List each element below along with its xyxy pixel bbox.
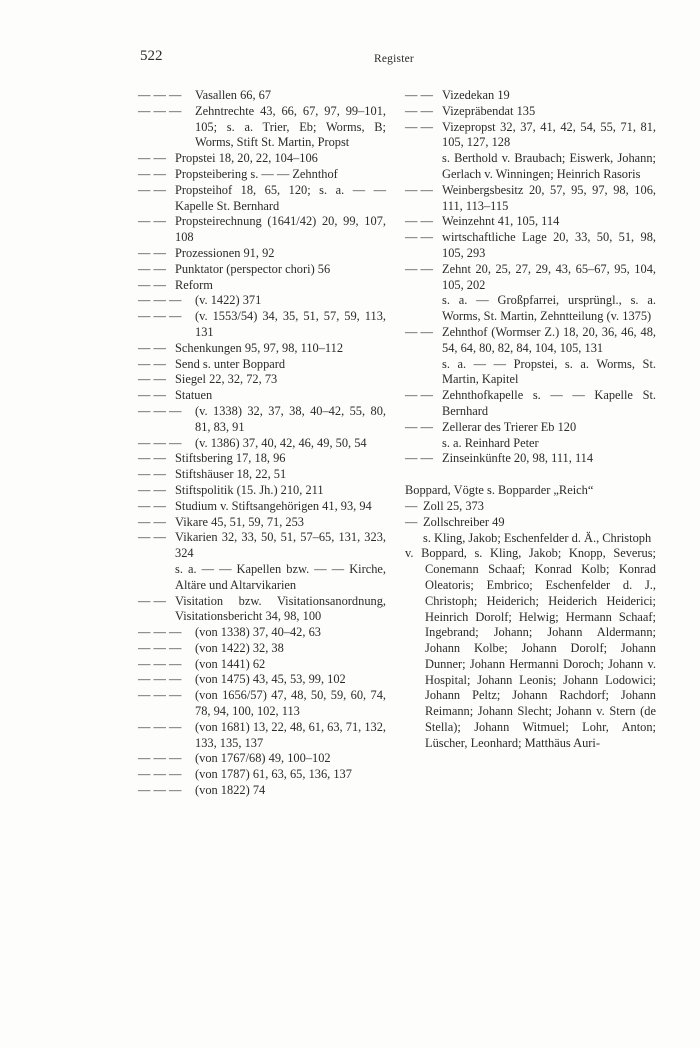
entry-body bbox=[442, 88, 656, 104]
index-entry bbox=[138, 388, 386, 404]
index-entry bbox=[405, 483, 656, 499]
entry-body bbox=[442, 420, 656, 452]
index-entry bbox=[405, 388, 656, 420]
entry-body bbox=[442, 325, 656, 388]
entry-dash: — — bbox=[138, 372, 166, 387]
entry-body bbox=[175, 262, 386, 278]
index-entry bbox=[138, 214, 386, 246]
entry-text: Propstei 18, 20, 22, 104–106 bbox=[175, 151, 318, 166]
entry-text: (von 1338) 37, 40–42, 63 bbox=[195, 625, 321, 640]
entry-text: Zehnthofkapelle s. — — Kapelle St. Bernhard bbox=[442, 388, 656, 418]
index-entry bbox=[138, 625, 386, 641]
entry-body bbox=[423, 515, 656, 547]
index-entry bbox=[138, 183, 386, 215]
index-entry bbox=[405, 214, 656, 230]
entry-dash: — — — bbox=[138, 435, 182, 450]
entry-text: (von 1656/57) 47, 48, 50, 59, 60, 74, 78, 94, 100, 102, 113 bbox=[195, 688, 386, 719]
entry-body bbox=[195, 104, 386, 151]
page-number: 522 bbox=[140, 48, 163, 64]
entry-body bbox=[175, 388, 386, 404]
entry-body bbox=[195, 404, 386, 436]
index-entry bbox=[138, 530, 386, 593]
entry-dash: — — bbox=[405, 119, 433, 134]
entry-text: (von 1822) 74 bbox=[195, 783, 266, 798]
entry-dash: — — bbox=[405, 419, 433, 434]
index-entry bbox=[138, 720, 386, 752]
entry-text: Punktator (perspector chori) 56 bbox=[175, 261, 331, 276]
entry-text: Send s. unter Boppard bbox=[175, 356, 286, 371]
entry-body bbox=[195, 767, 386, 783]
entry-text: Zehnthof (Wormser Z.) 18, 20, 36, 46, 48, 54, 64, 80, 82, 84, 104, 105, 131 bbox=[442, 324, 656, 355]
entry-body bbox=[442, 262, 656, 325]
entry-body bbox=[442, 120, 656, 183]
entry-body bbox=[175, 278, 386, 294]
entry-text: Propsteirechnung (1641/42) 20, 99, 107, 108 bbox=[175, 214, 386, 245]
entry-body bbox=[442, 214, 656, 230]
index-entry bbox=[138, 88, 386, 104]
entry-note: s. Kling, Jakob; Eschenfelder d. Ä., Christoph bbox=[423, 530, 652, 545]
entry-text: Siegel 22, 32, 72, 73 bbox=[175, 372, 278, 387]
index-entry bbox=[405, 546, 656, 751]
entry-text: Zehntrechte 43, 66, 67, 97, 99–101, 105; s. a. Trier, Eb; Worms, B; Worms, Stift St. Martin, Propst bbox=[195, 103, 386, 150]
index-entry bbox=[405, 451, 656, 467]
entry-dash: — — — bbox=[138, 751, 182, 766]
entry-dash: — — bbox=[138, 482, 166, 497]
entry-dash: — — — bbox=[138, 403, 182, 418]
entry-body bbox=[442, 104, 656, 120]
entry-dash: — — bbox=[138, 261, 166, 276]
index-entry bbox=[405, 325, 656, 388]
entry-text: Weinbergsbesitz 20, 57, 95, 97, 98, 106, 111, 113–115 bbox=[442, 182, 656, 213]
entry-text: Zinseinkünfte 20, 98, 111, 114 bbox=[442, 451, 594, 466]
entry-text: Studium v. Stiftsangehörigen 41, 93, 94 bbox=[175, 498, 372, 513]
index-entry bbox=[405, 88, 656, 104]
index-entry bbox=[405, 420, 656, 452]
entry-dash: — — bbox=[138, 356, 166, 371]
entry-text: Stiftshäuser 18, 22, 51 bbox=[175, 467, 287, 482]
entry-text: (v. 1422) 371 bbox=[195, 293, 262, 308]
index-entry bbox=[138, 167, 386, 183]
entry-body bbox=[175, 246, 386, 262]
entry-dash: — — — bbox=[138, 783, 182, 798]
entry-text: wirtschaftliche Lage 20, 33, 50, 51, 98, 105, 293 bbox=[442, 230, 656, 260]
entry-text: Vizepropst 32, 37, 41, 42, 54, 55, 71, 81, 105, 127, 128 bbox=[442, 119, 656, 150]
entry-dash: — — — bbox=[138, 640, 182, 655]
index-entry bbox=[405, 515, 656, 547]
entry-dash: — — — bbox=[138, 293, 182, 308]
entry-body bbox=[175, 151, 386, 167]
entry-dash: — — bbox=[138, 451, 166, 466]
entry-dash: — — bbox=[405, 182, 433, 197]
index-entry bbox=[138, 672, 386, 688]
entry-dash: — — bbox=[405, 103, 433, 118]
entry-body bbox=[175, 499, 386, 515]
index-entry bbox=[138, 594, 386, 626]
entry-dash: — — — bbox=[138, 103, 182, 118]
index-entry bbox=[405, 262, 656, 325]
entry-dash: — — bbox=[405, 230, 433, 245]
entry-text: Statuen bbox=[175, 388, 213, 403]
entry-text: Vasallen 66, 67 bbox=[195, 88, 272, 102]
entry-dash: — — — bbox=[138, 688, 182, 703]
index-entry bbox=[138, 151, 386, 167]
entry-text: Stiftspolitik (15. Jh.) 210, 211 bbox=[175, 482, 324, 497]
entry-dash: — — bbox=[138, 182, 166, 197]
entry-dash: — — bbox=[138, 166, 166, 181]
entry-body bbox=[175, 214, 386, 246]
entry-note: s. a. Reinhard Peter bbox=[442, 435, 539, 450]
entry-body bbox=[175, 483, 386, 499]
entry-body bbox=[423, 499, 656, 515]
entry-dash: — — bbox=[138, 593, 166, 608]
entry-dash: — — bbox=[405, 451, 433, 466]
entry-dash: — — bbox=[138, 245, 166, 260]
entry-text: (v. 1553/54) 34, 35, 51, 57, 59, 113, 131 bbox=[195, 309, 386, 339]
index-entry bbox=[138, 515, 386, 531]
index-entry bbox=[138, 688, 386, 720]
index-entry bbox=[405, 104, 656, 120]
index-entry bbox=[138, 104, 386, 151]
entry-body bbox=[442, 183, 656, 215]
entry-text: (v. 1338) 32, 37, 38, 40–42, 55, 80, 81, 83, 91 bbox=[195, 403, 386, 434]
entry-body bbox=[175, 515, 386, 531]
index-entry bbox=[405, 499, 656, 515]
entry-dash: — — bbox=[405, 388, 433, 403]
entry-dash: — — — bbox=[138, 625, 182, 640]
entry-text: Zehnt 20, 25, 27, 29, 43, 65–67, 95, 104, 105, 202 bbox=[442, 261, 656, 292]
index-entry bbox=[138, 246, 386, 262]
index-entry bbox=[405, 183, 656, 215]
right-column bbox=[405, 88, 656, 752]
entry-dash: — — bbox=[138, 340, 166, 355]
entry-body bbox=[195, 657, 386, 673]
index-entry bbox=[138, 657, 386, 673]
index-entry bbox=[138, 262, 386, 278]
entry-text: Weinzehnt 41, 105, 114 bbox=[442, 214, 560, 229]
entry-body bbox=[175, 183, 386, 215]
entry-text: (von 1767/68) 49, 100–102 bbox=[195, 751, 331, 766]
index-entry bbox=[138, 357, 386, 373]
entry-dash: — bbox=[405, 514, 418, 529]
entry-dash: — — — bbox=[138, 672, 182, 687]
entry-body bbox=[195, 436, 386, 452]
entry-body bbox=[175, 372, 386, 388]
index-entry bbox=[138, 641, 386, 657]
index-entry bbox=[138, 483, 386, 499]
entry-dash: — — bbox=[138, 151, 166, 166]
entry-dash: — — bbox=[405, 261, 433, 276]
index-entry bbox=[138, 467, 386, 483]
entry-body bbox=[195, 783, 386, 799]
index-entry bbox=[138, 293, 386, 309]
index-entry bbox=[138, 341, 386, 357]
entry-body bbox=[175, 451, 386, 467]
entry-dash: — — — bbox=[138, 719, 182, 734]
entry-text: Stiftsbering 17, 18, 96 bbox=[175, 451, 286, 466]
entry-note: s. a. — — Kapellen bzw. — — Kirche, Altäre und Altarvikarien bbox=[175, 561, 386, 592]
entry-body bbox=[175, 167, 386, 183]
entry-text: Visitation bzw. Visitationsanordnung, Visitationsbericht 34, 98, 100 bbox=[175, 593, 386, 624]
entry-text: (von 1787) 61, 63, 65, 136, 137 bbox=[195, 767, 352, 782]
entry-dash: — — — bbox=[138, 656, 182, 671]
index-entry bbox=[138, 436, 386, 452]
entry-text: Prozessionen 91, 92 bbox=[175, 245, 275, 260]
entry-body bbox=[175, 594, 386, 626]
entry-dash: — — bbox=[138, 467, 166, 482]
entry-text: (von 1681) 13, 22, 48, 61, 63, 71, 132, 133, 135, 137 bbox=[195, 719, 387, 750]
entry-dash: — — bbox=[138, 388, 166, 403]
entry-text: Vikare 45, 51, 59, 71, 253 bbox=[175, 514, 304, 529]
entry-body bbox=[175, 467, 386, 483]
index-entry bbox=[138, 372, 386, 388]
entry-dash: — — bbox=[138, 277, 166, 292]
entry-dash: — — bbox=[405, 324, 433, 339]
entry-text: Vizedekan 19 bbox=[442, 88, 510, 102]
entry-body bbox=[195, 720, 386, 752]
index-entry bbox=[405, 230, 656, 262]
index-entry bbox=[405, 120, 656, 183]
entry-body bbox=[195, 751, 386, 767]
entry-note: s. a. — Großpfarrei, ursprüngl., s. a. Worms, St. Martin, Zehntteilung (v. 1375) bbox=[442, 293, 656, 324]
entry-text: Propsteibering s. — — Zehnthof bbox=[175, 166, 338, 181]
index-entry bbox=[138, 451, 386, 467]
entry-dash: — — bbox=[138, 530, 166, 545]
entry-body bbox=[195, 625, 386, 641]
index-entry bbox=[138, 404, 386, 436]
entry-body bbox=[195, 88, 386, 104]
entry-dash: — — bbox=[405, 88, 433, 102]
entry-note: s. a. — — Propstei, s. a. Worms, St. Martin, Kapitel bbox=[442, 356, 656, 387]
left-column bbox=[138, 88, 386, 799]
entry-dash: — — bbox=[405, 214, 433, 229]
entry-body bbox=[442, 451, 656, 467]
entry-text: Propsteihof 18, 65, 120; s. a. — — Kapelle St. Bernhard bbox=[175, 182, 386, 213]
entry-dash: — — — bbox=[138, 309, 182, 324]
entry-text: Vikarien 32, 33, 50, 51, 57–65, 131, 323, 324 bbox=[175, 530, 386, 561]
entry-body bbox=[175, 341, 386, 357]
entry-dash: — — — bbox=[138, 88, 182, 102]
entry-body bbox=[195, 309, 386, 341]
entry-text: (von 1475) 43, 45, 53, 99, 102 bbox=[195, 672, 346, 687]
entry-body bbox=[195, 293, 386, 309]
entry-body bbox=[175, 530, 386, 593]
entry-dash: — — — bbox=[138, 767, 182, 782]
entry-body bbox=[195, 672, 386, 688]
entry-text: v. Boppard, s. Kling, Jakob; Knopp, Severus; Conemann Schaaf; Konrad Kolb; Konrad Oleatoris; Embrico; Eschenfelder d. J., Christoph; Heiderich; Heiderich Heiderici; Heinrich Dorolf; Helwig; Hermann Schaaf; Ingebrand; Johann; Johann Aldermann; Johann Kolbe; Johann Dorolf; Johann Dunner; Johann Hermanni Doroch; Johann v. Hospital; Johann Leonis; Johann Lodowici; Johann Peltz; Johann Rachdorf; Johann Reimann; Johann Slecht; Johann v. Stern (de Stella); Johann Witmuel; Lohr, Anton; Lüscher, Leonhard; Matthäus Auri- bbox=[405, 546, 656, 750]
entry-body bbox=[195, 641, 386, 657]
entry-text: Zellerar des Trierer Eb 120 bbox=[442, 419, 577, 434]
entry-body bbox=[175, 357, 386, 373]
running-head: Register bbox=[374, 53, 414, 65]
entry-dash: — — bbox=[138, 498, 166, 513]
entry-text: (von 1441) 62 bbox=[195, 656, 266, 671]
entry-dash: — — bbox=[138, 514, 166, 529]
entry-text: Vizepräbendat 135 bbox=[442, 103, 536, 118]
index-entry bbox=[138, 278, 386, 294]
entry-body bbox=[195, 688, 386, 720]
index-entry bbox=[138, 751, 386, 767]
entry-text: Reform bbox=[175, 277, 213, 292]
entry-dash: — bbox=[405, 498, 418, 513]
entry-text: (v. 1386) 37, 40, 42, 46, 49, 50, 54 bbox=[195, 435, 367, 450]
index-entry bbox=[138, 767, 386, 783]
section-gap bbox=[405, 467, 656, 483]
index-entry bbox=[138, 499, 386, 515]
index-entry bbox=[138, 309, 386, 341]
entry-note: s. Berthold v. Braubach; Eiswerk, Johann; Gerlach v. Winningen; Heinrich Rasoris bbox=[442, 151, 656, 181]
entry-text: (von 1422) 32, 38 bbox=[195, 640, 284, 655]
entry-dash: — — bbox=[138, 214, 166, 229]
entry-body bbox=[442, 388, 656, 420]
index-entry bbox=[138, 783, 386, 799]
entry-text: Schenkungen 95, 97, 98, 110–112 bbox=[175, 340, 344, 355]
entry-text: Zollschreiber 49 bbox=[423, 514, 505, 529]
entry-text: Zoll 25, 373 bbox=[423, 498, 484, 513]
entry-text: Boppard, Vögte s. Bopparder „Reich“ bbox=[405, 483, 594, 498]
entry-body bbox=[442, 230, 656, 262]
